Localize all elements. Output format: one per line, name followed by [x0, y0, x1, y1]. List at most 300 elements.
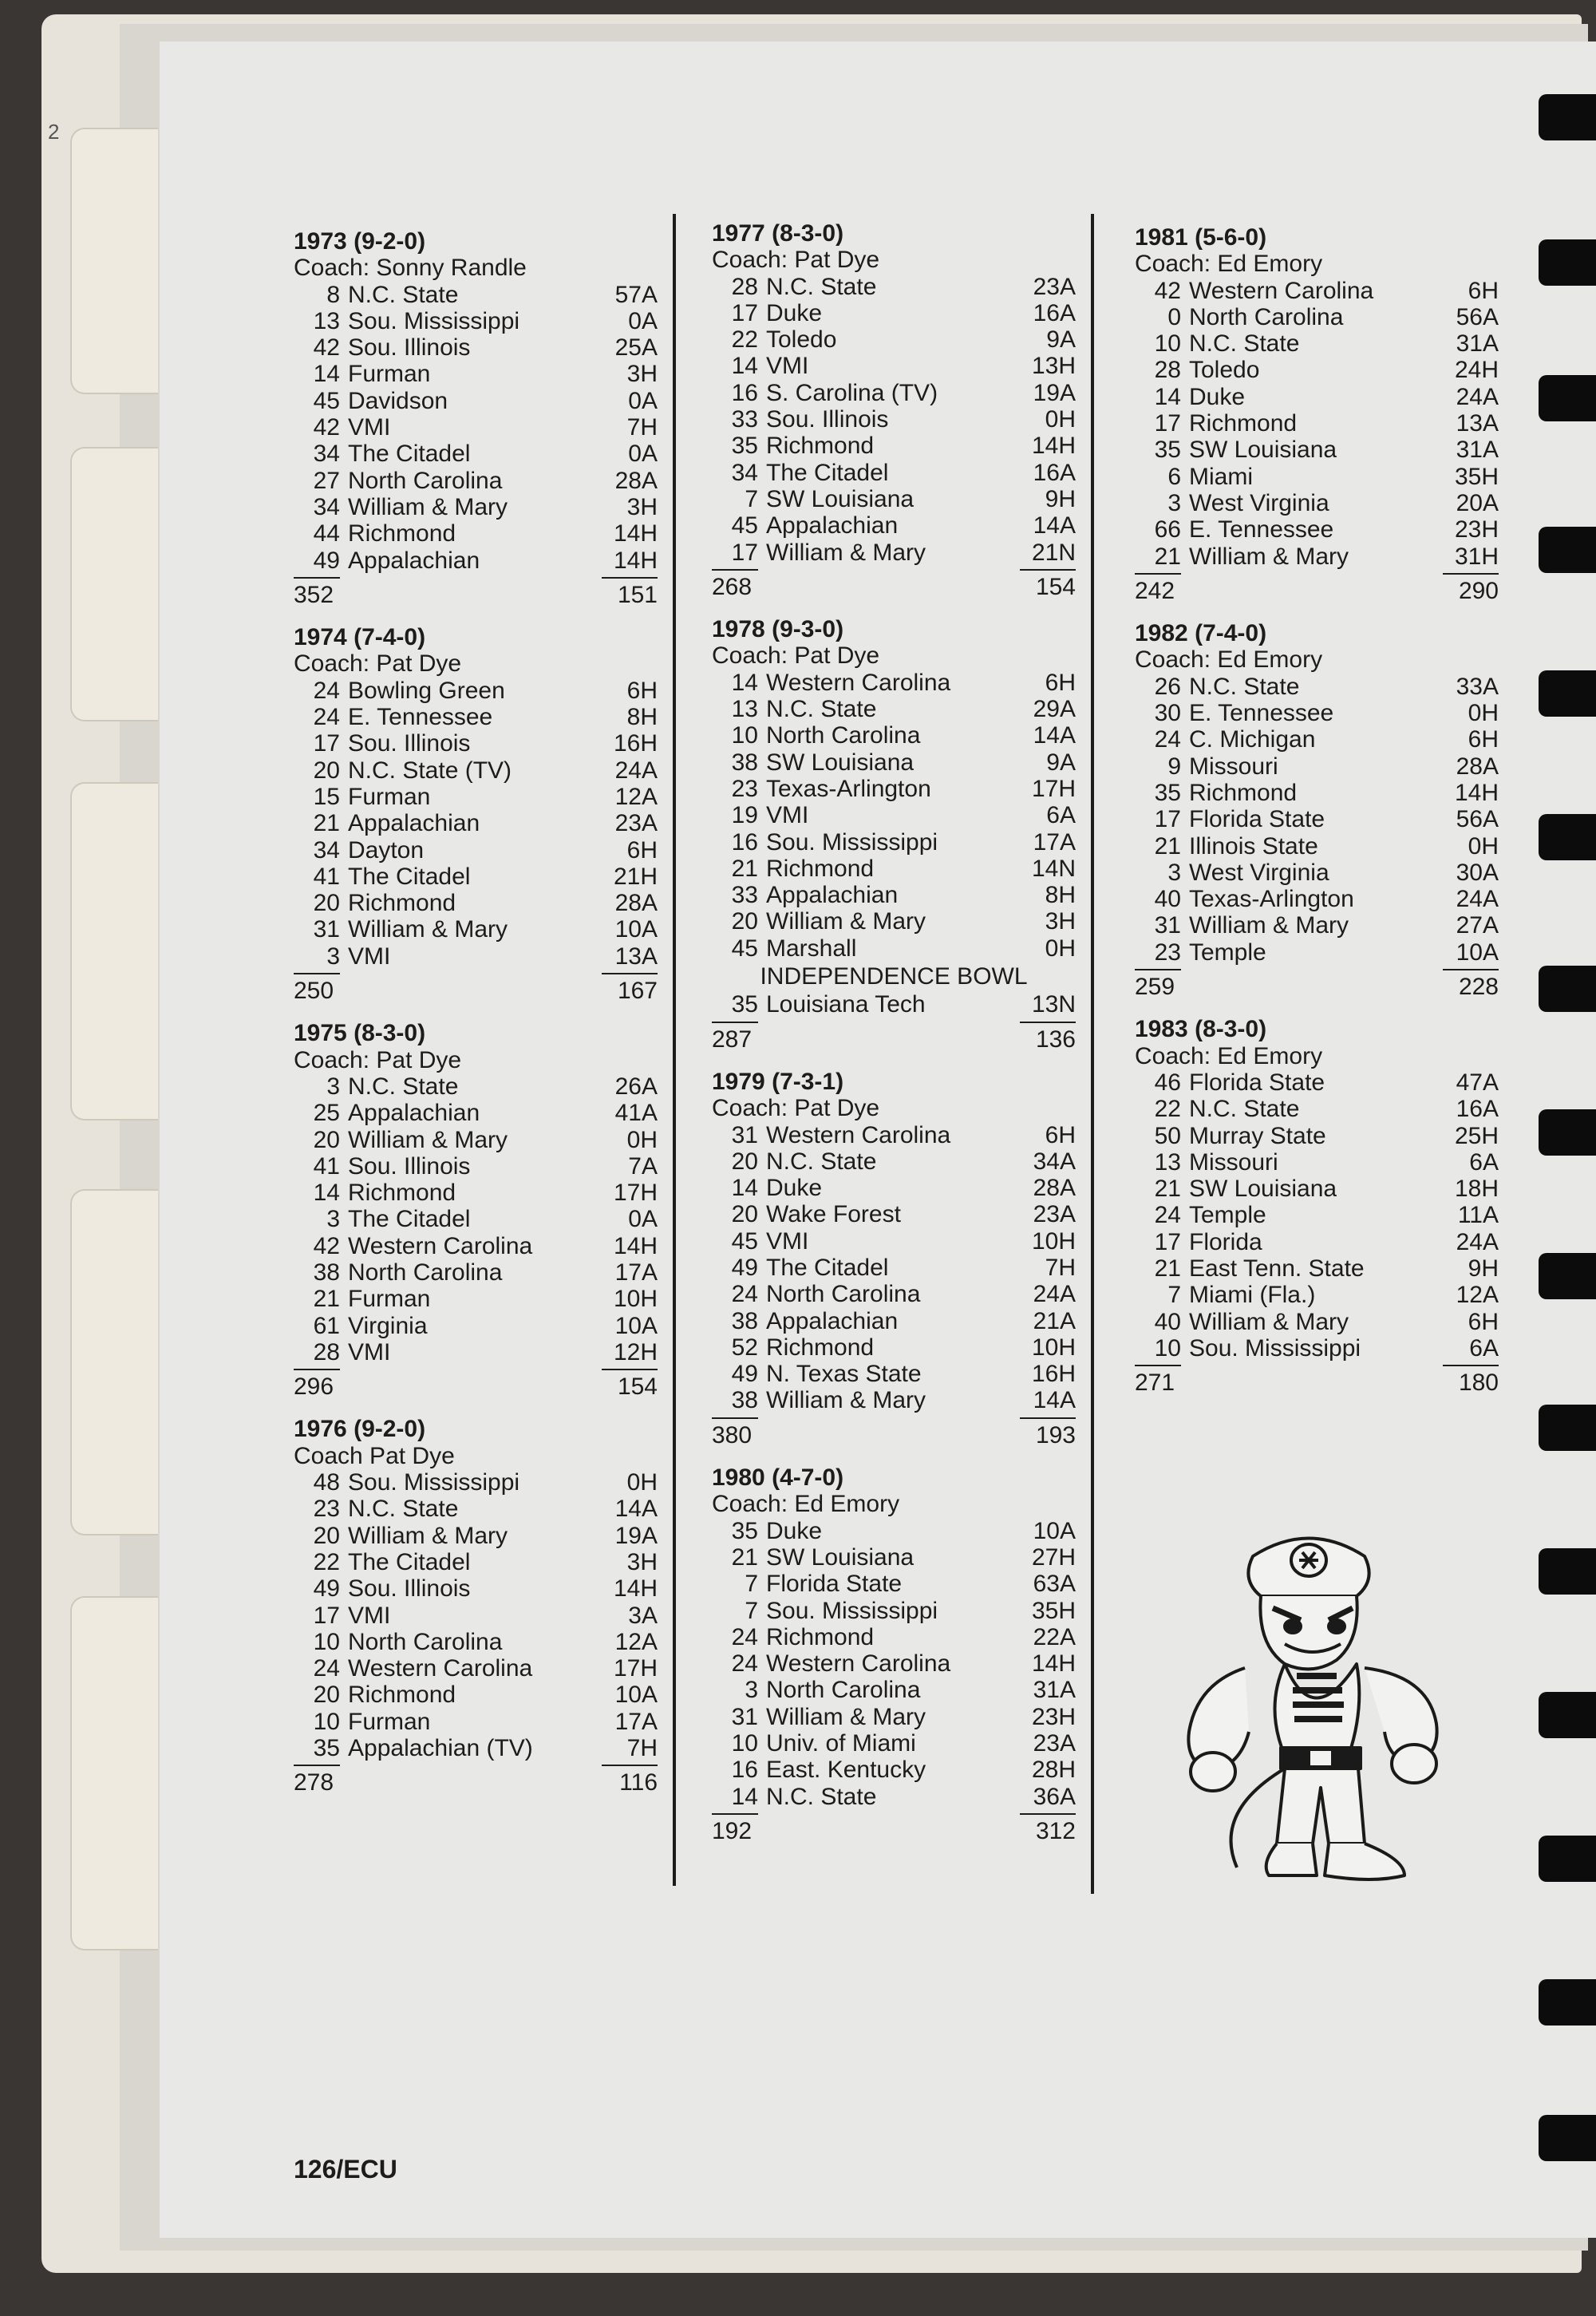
opponent: North Carolina [1189, 303, 1344, 330]
total-rule [1443, 573, 1499, 575]
game-row [294, 1100, 658, 1126]
opponent-score-site: 3H [626, 493, 658, 520]
opponent: N.C. State [348, 1496, 459, 1523]
opponent-score-site: 27H [1031, 1543, 1076, 1571]
points-for: 44 [313, 520, 340, 547]
points-for: 38 [731, 1387, 758, 1414]
points-for: 28 [731, 273, 758, 300]
game-row [712, 1677, 1076, 1703]
opponent-score-site: 31A [1033, 1677, 1076, 1704]
points-for: 13 [313, 307, 340, 334]
total-rule [1020, 569, 1076, 571]
opponent-score-site: 16A [1033, 299, 1076, 326]
game-row [712, 1361, 1076, 1387]
game-row [294, 810, 658, 836]
game-row [712, 722, 1076, 749]
opponent: Dayton [348, 836, 425, 864]
season-title: 1974 (7-4-0) [294, 624, 426, 651]
season-title: 1983 (8-3-0) [1135, 1016, 1267, 1043]
points-for: 14 [731, 353, 758, 380]
points-for: 7 [1167, 1282, 1181, 1309]
opponent: William & Mary [348, 1522, 508, 1549]
points-for: 3 [326, 943, 340, 970]
points-for: 7 [745, 485, 758, 512]
points-for: 21 [731, 855, 758, 882]
points-for: 38 [731, 749, 758, 776]
game-row [712, 1704, 1076, 1730]
season-block [294, 1416, 658, 1796]
total-points-against: 228 [1458, 974, 1499, 1001]
total-points-against: 312 [1035, 1817, 1076, 1844]
game-row [294, 864, 658, 890]
total-rule [294, 1765, 340, 1766]
opponent-score-site: 35H [1454, 463, 1499, 490]
game-row [712, 856, 1076, 882]
season-totals [712, 1018, 1076, 1053]
opponent-score-site: 6H [626, 836, 658, 864]
opponent-score-site: 35H [1031, 1597, 1076, 1624]
game-row [294, 441, 658, 467]
points-for: 7 [745, 1597, 758, 1624]
game-row [712, 1544, 1076, 1571]
points-for: 20 [313, 757, 340, 784]
total-rule [294, 1369, 340, 1370]
points-for: 49 [731, 1254, 758, 1281]
opponent: N.C. State [1189, 673, 1300, 700]
opponent-score-site: 57A [614, 281, 658, 308]
points-for: 21 [1154, 543, 1181, 570]
column-2 [712, 220, 1076, 1860]
season-title: 1975 (8-3-0) [294, 1020, 426, 1047]
opponent-score-site: 63A [1033, 1571, 1076, 1598]
opponent: Murray State [1189, 1122, 1326, 1149]
total-rule [1020, 1022, 1076, 1023]
points-for: 30 [1154, 700, 1181, 727]
total-points-against: 116 [619, 1769, 658, 1796]
game-row [1135, 437, 1499, 463]
points-for: 31 [731, 1703, 758, 1730]
season-block [712, 220, 1076, 600]
points-for: 20 [313, 1522, 340, 1549]
opponent-score-site: 3H [1045, 908, 1076, 935]
opponent-score-site: 6H [1468, 1308, 1499, 1335]
opponent-score-site: 14H [1031, 1650, 1076, 1678]
points-for: 16 [731, 379, 758, 406]
season-totals [1135, 966, 1499, 1000]
points-for: 42 [313, 414, 340, 441]
game-row [712, 1730, 1076, 1757]
opponent-score-site: 31A [1456, 330, 1499, 358]
opponent-score-site: 9H [1045, 485, 1076, 512]
game-row [294, 1153, 658, 1180]
game-row [294, 1735, 658, 1761]
coach-line: Coach: Sonny Randle [294, 255, 527, 282]
opponent: SW Louisiana [766, 485, 915, 512]
points-for: 3 [326, 1206, 340, 1233]
game-row [1135, 1255, 1499, 1282]
opponent: Duke [1189, 383, 1246, 410]
opponent-score-site: 9A [1046, 749, 1076, 776]
points-for: 16 [731, 1757, 758, 1784]
total-rule [602, 1369, 658, 1370]
opponent: E. Tennessee [1189, 516, 1334, 543]
total-points-for: 296 [294, 1373, 334, 1401]
points-for: 40 [1154, 886, 1181, 913]
opponent: Sou. Mississippi [766, 1597, 938, 1624]
game-row [294, 547, 658, 574]
opponent: North Carolina [348, 1259, 503, 1286]
game-row [294, 1603, 658, 1629]
binding-ring [1539, 2115, 1596, 2161]
points-for: 17 [731, 299, 758, 326]
points-for: 14 [313, 361, 340, 388]
game-row [1135, 516, 1499, 543]
points-for: 10 [731, 722, 758, 749]
points-for: 17 [1154, 806, 1181, 833]
game-row [1135, 700, 1499, 726]
points-for: 45 [313, 387, 340, 414]
game-row [712, 380, 1076, 406]
game-row [712, 1201, 1076, 1227]
points-for: 20 [731, 908, 758, 935]
coach-line: Coach: Pat Dye [294, 1046, 462, 1073]
opponent-score-site: 13N [1031, 991, 1076, 1018]
opponent: Sou. Illinois [348, 730, 471, 757]
opponent-score-site: 7H [626, 1735, 658, 1762]
opponent: Richmond [1189, 779, 1298, 806]
opponent-score-site: 14H [613, 1575, 658, 1603]
opponent: VMI [348, 1602, 391, 1629]
opponent-score-site: 21A [1033, 1307, 1076, 1334]
total-rule [712, 569, 758, 571]
points-for: 20 [313, 890, 340, 917]
game-row [712, 406, 1076, 433]
game-row [294, 1073, 658, 1100]
game-row [712, 1148, 1076, 1175]
opponent: Furman [348, 1708, 431, 1735]
opponent-score-site: 29A [1033, 696, 1076, 723]
points-for: 21 [313, 1286, 340, 1313]
column-divider [673, 214, 676, 1886]
opponent: Texas-Arlington [766, 775, 931, 802]
opponent-score-site: 26A [614, 1073, 658, 1100]
points-for: 14 [1154, 383, 1181, 410]
game-row [712, 326, 1076, 353]
season-totals [294, 574, 658, 608]
opponent-score-site: 19A [1033, 379, 1076, 406]
binding-ring [1539, 670, 1596, 717]
opponent-score-site: 24A [1033, 1281, 1076, 1308]
game-row [1135, 860, 1499, 886]
game-row [1135, 939, 1499, 966]
opponent: Univ. of Miami [766, 1730, 916, 1757]
opponent: Furman [348, 783, 431, 810]
points-for: 13 [1154, 1148, 1181, 1176]
opponent: Florida [1189, 1228, 1262, 1255]
game-row [1135, 753, 1499, 780]
opponent-score-site: 16H [613, 730, 658, 757]
coach-line: Coach: Pat Dye [712, 642, 880, 670]
season-totals [712, 1810, 1076, 1844]
points-for: 21 [1154, 1255, 1181, 1282]
opponent: The Citadel [348, 863, 471, 890]
points-for: 35 [731, 991, 758, 1018]
game-row [294, 520, 658, 547]
opponent-score-site: 6H [1468, 726, 1499, 753]
game-row [1135, 726, 1499, 753]
points-for: 3 [326, 1073, 340, 1100]
column-divider [1091, 214, 1094, 1894]
binding-ring [1539, 527, 1596, 573]
game-row [712, 829, 1076, 856]
opponent-score-site: 7H [1045, 1254, 1076, 1281]
game-row [294, 1655, 658, 1682]
points-for: 17 [313, 730, 340, 757]
total-rule [602, 1765, 658, 1766]
game-row [1135, 384, 1499, 410]
column-1 [294, 228, 658, 1812]
opponent: William & Mary [766, 1703, 926, 1730]
game-row [1135, 1096, 1499, 1122]
game-row [1135, 464, 1499, 490]
opponent-score-site: 12H [613, 1338, 658, 1365]
opponent: Appalachian [766, 1307, 899, 1334]
season-totals [294, 1365, 658, 1400]
game-row [294, 1313, 658, 1339]
opponent: Richmond [1189, 410, 1298, 437]
opponent: Marshall [766, 935, 857, 962]
game-row [294, 890, 658, 916]
opponent-score-site: 3H [626, 1548, 658, 1575]
points-for: 49 [313, 1575, 340, 1603]
opponent-score-site: 17H [613, 1655, 658, 1682]
opponent-score-site: 23A [1033, 1730, 1076, 1757]
opponent-score-site: 0H [1045, 406, 1076, 433]
game-row [294, 361, 658, 387]
opponent: The Citadel [348, 441, 471, 468]
opponent: Richmond [766, 433, 875, 460]
game-row [1135, 1149, 1499, 1176]
opponent-score-site: 28A [1456, 753, 1499, 780]
opponent: N.C. State (TV) [348, 757, 512, 784]
opponent-score-site: 22A [1033, 1623, 1076, 1650]
opponent-score-site: 18H [1454, 1176, 1499, 1203]
opponent: Florida State [766, 1571, 903, 1598]
points-for: 35 [1154, 779, 1181, 806]
points-for: 21 [313, 810, 340, 837]
opponent-score-site: 28A [614, 467, 658, 494]
points-for: 24 [313, 677, 340, 704]
season-totals [294, 970, 658, 1004]
game-row [294, 1259, 658, 1286]
opponent-score-site: 13H [1031, 353, 1076, 380]
points-for: 31 [1154, 912, 1181, 939]
opponent: SW Louisiana [766, 749, 915, 776]
opponent: Richmond [766, 1623, 875, 1650]
points-for: 33 [731, 406, 758, 433]
game-row [294, 916, 658, 943]
opponent: Duke [766, 1517, 823, 1544]
opponent-score-site: 19A [614, 1522, 658, 1549]
coach-line: Coach: Ed Emory [1135, 646, 1323, 674]
opponent: Appalachian [766, 882, 899, 909]
opponent-score-site: 10H [1031, 1227, 1076, 1255]
game-row [712, 1624, 1076, 1650]
opponent: Richmond [348, 520, 456, 547]
total-points-against: 167 [617, 978, 658, 1005]
pirate-mascot-illustration [1165, 1524, 1484, 1891]
game-row [294, 388, 658, 414]
season-block [1135, 1016, 1499, 1396]
total-points-against: 154 [617, 1373, 658, 1401]
total-rule [1443, 1365, 1499, 1366]
total-rule [602, 973, 658, 974]
game-row [1135, 410, 1499, 437]
game-row [294, 678, 658, 704]
game-row [712, 1757, 1076, 1783]
opponent: Illinois State [1189, 832, 1318, 860]
game-row [294, 468, 658, 494]
opponent: William & Mary [766, 908, 926, 935]
points-for: 26 [1154, 673, 1181, 700]
opponent: SW Louisiana [766, 1543, 915, 1571]
opponent: N.C. State [348, 1073, 459, 1100]
game-row [712, 1175, 1076, 1201]
opponent-score-site: 6H [1468, 277, 1499, 304]
game-row [294, 308, 658, 334]
points-for: 42 [1154, 277, 1181, 304]
points-for: 24 [1154, 1202, 1181, 1229]
season-title: 1981 (5-6-0) [1135, 224, 1267, 251]
points-for: 24 [313, 704, 340, 731]
opponent: Furman [348, 1286, 431, 1313]
opponent-score-site: 0A [628, 1206, 658, 1233]
points-for: 52 [731, 1334, 758, 1361]
opponent: Temple [1189, 1202, 1266, 1229]
opponent: Sou. Illinois [766, 406, 889, 433]
opponent: North Carolina [348, 1628, 503, 1655]
total-rule [294, 973, 340, 974]
opponent: Appalachian (TV) [348, 1735, 533, 1762]
opponent-score-site: 30A [1456, 859, 1499, 886]
opponent: Richmond [766, 855, 875, 882]
opponent-score-site: 31H [1454, 543, 1499, 570]
opponent-score-site: 10A [1033, 1517, 1076, 1544]
divider-tabs [70, 128, 166, 2171]
opponent: N.C. State [348, 281, 459, 308]
opponent-score-site: 14A [1033, 512, 1076, 539]
opponent-score-site: 41A [614, 1100, 658, 1127]
season-block [712, 1464, 1076, 1844]
opponent: North Carolina [766, 1281, 921, 1308]
total-points-for: 268 [712, 573, 753, 600]
total-rule [712, 1813, 758, 1815]
points-for: 3 [745, 1677, 758, 1704]
opponent-score-site: 0A [628, 387, 658, 414]
opponent-score-site: 14A [1033, 1387, 1076, 1414]
opponent: Richmond [348, 890, 456, 917]
opponent-score-site: 10A [1456, 939, 1499, 966]
points-for: 38 [313, 1259, 340, 1286]
opponent: Missouri [1189, 753, 1278, 780]
points-for: 23 [1154, 939, 1181, 966]
game-row [1135, 1176, 1499, 1202]
game-row [1135, 780, 1499, 806]
opponent-score-site: 0H [1045, 935, 1076, 962]
opponent: Appalachian [766, 512, 899, 539]
opponent: Sou. Mississippi [348, 1469, 520, 1496]
game-row [712, 353, 1076, 379]
points-for: 10 [1154, 330, 1181, 358]
game-row [712, 908, 1076, 935]
game-row [294, 837, 658, 864]
season-title: 1979 (7-3-1) [712, 1068, 844, 1095]
game-row [294, 1180, 658, 1206]
points-for: 42 [313, 334, 340, 362]
game-row [712, 696, 1076, 722]
binding-ring [1539, 1548, 1596, 1595]
season-title: 1980 (4-7-0) [712, 1464, 844, 1492]
game-row [294, 1469, 658, 1496]
opponent-score-site: 56A [1456, 806, 1499, 833]
points-for: 22 [313, 1548, 340, 1575]
game-row [1135, 1335, 1499, 1362]
total-rule [712, 1022, 758, 1023]
opponent-score-site: 25H [1454, 1122, 1499, 1149]
opponent: SW Louisiana [1189, 1176, 1337, 1203]
opponent-score-site: 16A [1456, 1096, 1499, 1123]
opponent-score-site: 12A [1456, 1282, 1499, 1309]
game-row [712, 539, 1076, 566]
opponent: William & Mary [1189, 543, 1349, 570]
opponent-score-site: 24A [1456, 1228, 1499, 1255]
opponent-score-site: 23A [1033, 273, 1076, 300]
opponent-score-site: 10H [613, 1286, 658, 1313]
season-block [1135, 620, 1499, 1000]
opponent-score-site: 6A [1469, 1334, 1499, 1362]
opponent-score-site: 24H [1454, 357, 1499, 384]
game-row [294, 704, 658, 730]
total-rule [1135, 969, 1181, 970]
opponent-score-site: 6A [1469, 1148, 1499, 1176]
opponent-score-site: 13A [1456, 410, 1499, 437]
margin-note: 2 [48, 120, 60, 144]
game-row [294, 1575, 658, 1602]
opponent: E. Tennessee [1189, 700, 1334, 727]
opponent-score-site: 17A [614, 1259, 658, 1286]
opponent-score-site: 28A [1033, 1175, 1076, 1202]
opponent-score-site: 6A [1046, 802, 1076, 829]
opponent-score-site: 14A [614, 1496, 658, 1523]
opponent-score-site: 14A [1033, 722, 1076, 749]
points-for: 34 [313, 441, 340, 468]
total-rule [1020, 1813, 1076, 1815]
season-title: 1976 (9-2-0) [294, 1416, 426, 1443]
game-row [712, 1334, 1076, 1361]
opponent-score-site: 24A [1456, 383, 1499, 410]
opponent-score-site: 31A [1456, 437, 1499, 464]
points-for: 28 [1154, 357, 1181, 384]
opponent-score-site: 28A [614, 890, 658, 917]
points-for: 14 [731, 1175, 758, 1202]
game-row [294, 1496, 658, 1522]
game-row [712, 1228, 1076, 1255]
points-for: 0 [1167, 303, 1181, 330]
opponent-score-site: 14H [613, 520, 658, 547]
opponent: Virginia [348, 1312, 428, 1339]
opponent-score-site: 14N [1031, 855, 1076, 882]
game-row [712, 882, 1076, 908]
